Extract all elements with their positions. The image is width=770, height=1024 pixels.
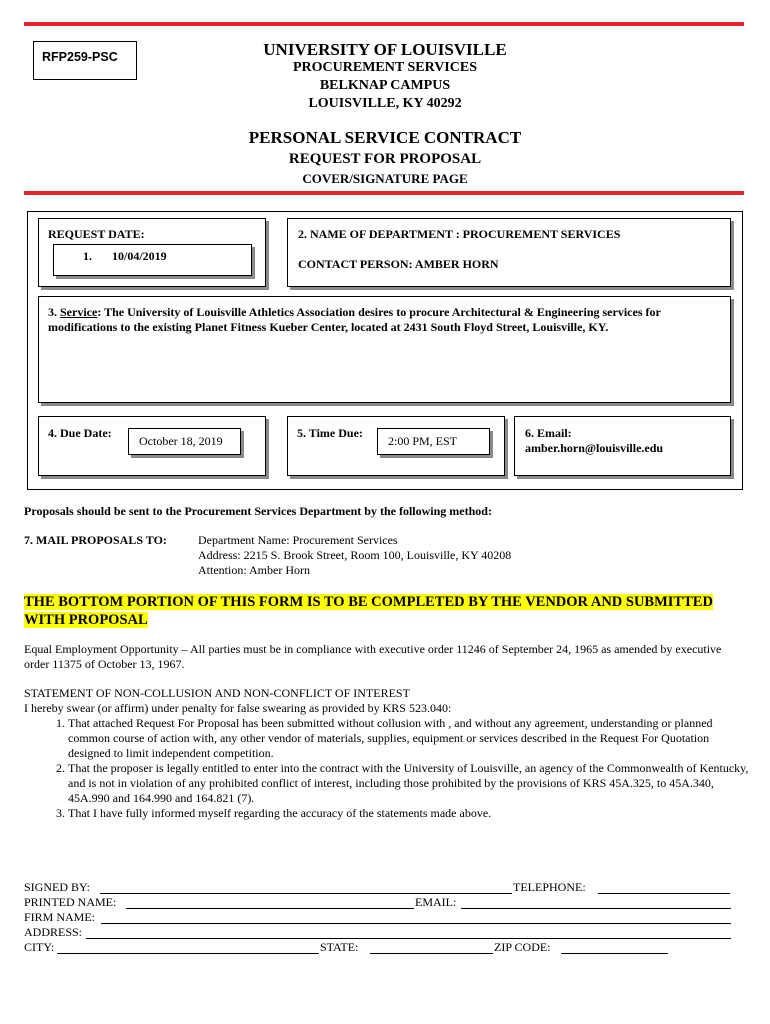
form-id-box (33, 41, 137, 80)
request-date-label: REQUEST DATE: (48, 227, 145, 241)
due-date-value: October 18, 2019 (139, 434, 223, 448)
request-date-value: 10/04/2019 (112, 249, 167, 263)
cover-title: COVER/SIGNATURE PAGE (302, 171, 468, 186)
statement-list (24, 716, 750, 821)
time-due-box (287, 416, 505, 476)
form-id: RFP259-PSC (42, 50, 118, 64)
time-due-field[interactable] (377, 428, 490, 455)
top-red-rule (24, 22, 744, 26)
request-date-box (38, 218, 266, 287)
state-line[interactable] (370, 953, 493, 954)
email-box (514, 416, 731, 476)
signed-by-label: SIGNED BY: (24, 880, 90, 894)
due-date-box (38, 416, 266, 476)
mail-proposals-label: 7. MAIL PROPOSALS TO: (24, 533, 167, 547)
service-text: : The University of Louisville Athletics Association desires to procure Architectural & Engineering services for modifications to the existing Planet Fitness Kueber Center, located at 2431 South Floyd Street, Louisville, KY. (48, 305, 661, 334)
swear-line: I hereby swear (or affirm) under penalty for false swearing as provided by KRS 523.040: (24, 701, 452, 715)
contact-person: CONTACT PERSON: AMBER HORN (298, 257, 499, 271)
department-label: 2. NAME OF DEPARTMENT : PROCUREMENT SERVICES (298, 227, 621, 241)
list-item: 1. That attached Request For Proposal has been submitted without collusion with , and without any agreement, understanding or planned common course of action with, any other vendor of materials, supplies, equipment or services described in the Request For Quotation designed to limit independent competition. (68, 716, 750, 761)
telephone-label: TELEPHONE: (513, 880, 586, 894)
firm-name-line[interactable] (101, 923, 731, 924)
service-num: 3. (48, 305, 57, 319)
section-red-rule (24, 191, 744, 195)
printed-name-label: PRINTED NAME: (24, 895, 117, 909)
service-word: Service (60, 305, 98, 319)
university-name: UNIVERSITY OF LOUISVILLE (263, 40, 507, 59)
address-line[interactable] (86, 938, 731, 939)
department-box (287, 218, 731, 287)
eeo-statement: Equal Employment Opportunity – All parties must be in compliance with executive order 11246 of September 24, 1965 as amended by executive order 11375 of October 13, 1967. (24, 642, 722, 671)
time-due-label: 5. Time Due: (297, 426, 363, 440)
rfp-title: REQUEST FOR PROPOSAL (288, 151, 482, 167)
service-box (38, 296, 731, 403)
request-date-field[interactable] (53, 244, 252, 276)
email-label: 6. Email: (525, 426, 572, 440)
city-line[interactable] (57, 953, 319, 954)
email-value[interactable]: amber.horn@louisville.edu (525, 441, 664, 455)
address-label: ADDRESS: (24, 925, 83, 939)
campus-name: BELKNAP CAMPUS (319, 78, 451, 93)
firm-name-label: FIRM NAME: (24, 910, 96, 924)
list-item: 2. That the proposer is legally entitled to enter into the contract with the University of Louisville, an agency of the Commonwealth of Kentucky, and is not in violation of any prohibited conflict of interest, including those prohibited by the provisions of KRS 45A.325, to 45A.340, 45A.990 and 164.990 and 164.821 (7). (68, 761, 750, 806)
proposal-method-intro: Proposals should be sent to the Procurement Services Department by the following method: (24, 504, 492, 518)
list-item: 3. That I have fully informed myself regarding the accuracy of the statements made above. (68, 806, 750, 821)
time-due-value: 2:00 PM, EST (388, 434, 458, 448)
mail-address: Address: 2215 S. Brook Street, Room 100, Louisville, KY 40208 (198, 548, 512, 562)
due-date-label: 4. Due Date: (48, 426, 112, 440)
vendor-banner-line2: WITH PROPOSAL (24, 612, 148, 628)
telephone-line[interactable] (598, 893, 730, 894)
department-name: PROCUREMENT SERVICES (292, 60, 477, 75)
service-description (48, 305, 718, 335)
email-sign-line[interactable] (461, 908, 731, 909)
city-label: CITY: (24, 940, 55, 954)
signed-by-line[interactable] (100, 893, 512, 894)
printed-name-line[interactable] (126, 908, 414, 909)
state-label: STATE: (320, 940, 359, 954)
mail-attention: Attention: Amber Horn (198, 563, 310, 577)
non-collusion-statement (24, 686, 750, 821)
statement-title: STATEMENT OF NON-COLLUSION AND NON-CONFLICT OF INTEREST (24, 686, 410, 700)
zip-label: ZIP CODE: (494, 940, 551, 954)
campus-city: LOUISVILLE, KY 40292 (308, 96, 462, 111)
contract-title: PERSONAL SERVICE CONTRACT (248, 128, 522, 147)
vendor-banner (24, 593, 713, 629)
mail-department: Department Name: Procurement Services (198, 533, 398, 547)
due-date-field[interactable] (128, 428, 241, 455)
email-sign-label: EMAIL: (415, 895, 457, 909)
vendor-banner-line1: THE BOTTOM PORTION OF THIS FORM IS TO BE COMPLETED BY THE VENDOR AND SUBMITTED (24, 594, 713, 610)
zip-line[interactable] (561, 953, 668, 954)
request-date-num: 1. (83, 249, 92, 263)
